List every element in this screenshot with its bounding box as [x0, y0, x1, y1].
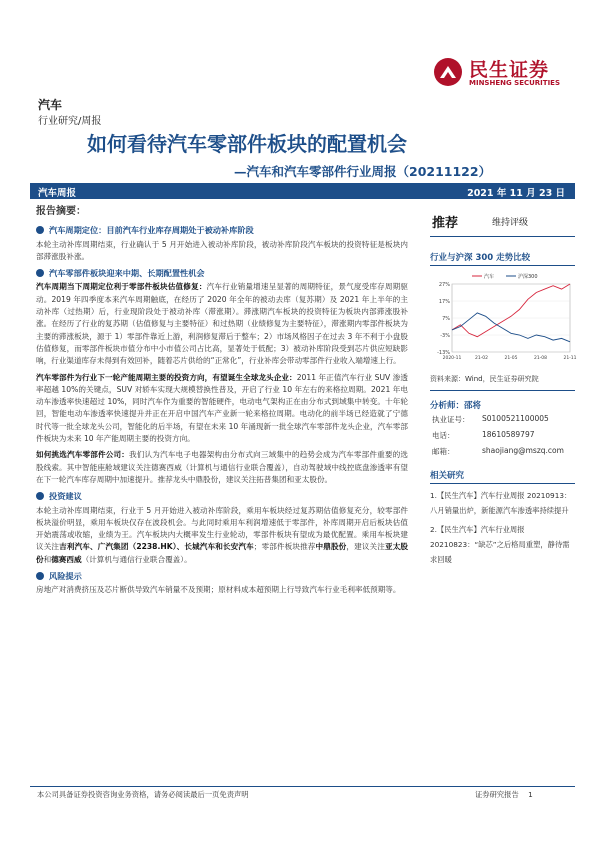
section-heading [36, 224, 408, 236]
paragraph-body: ，建议关注 [346, 542, 385, 552]
section-title: 风险提示 [49, 571, 82, 582]
analyst-name: 分析师：邵将 [430, 401, 482, 411]
paragraph-lead: 汽车周期当下周期定位利于零部件板块估值修复： [36, 282, 207, 292]
stock-name: 中鼎股份 [315, 542, 347, 552]
rating-status: 维持评级 [492, 218, 529, 228]
stock-name: 亚太股份 [36, 542, 409, 564]
paragraph: 本轮主动补库周期结束，行业确认于 5 月开始进入被动补库阶段，被动补库阶段汽车板块的投资特征是板块内部滞涨股补涨。 [36, 239, 408, 261]
header-bar [30, 183, 575, 199]
y-tick-label: -3% [440, 333, 450, 339]
trend-chart-svg [430, 268, 575, 368]
paragraph-body: （计算机与通信行业联合覆盖）。 [81, 554, 192, 564]
section-title: 投资建议 [49, 491, 82, 502]
field-label: 执业证号： [432, 415, 470, 424]
paragraph-body: 本轮主动补库周期结束，行业于 5 月开始进入被动补库阶段，乘用车板块经过复苏期估值修复充分，较零部件板块溢价明显，乘用车板块仅存在波段机会。与此同时乘用车利润增速低于零部件，补库周期开启后板块估值开始震荡或收缩，业绩为王。汽车板块内大概率发生行业轮动，零部件板块有望成为最优配置。乘用车板块建议关注 [36, 505, 408, 552]
report-type-footer: 证券研究报告 [475, 790, 519, 799]
y-tick-label: -13% [437, 350, 450, 356]
summary-column [36, 206, 408, 601]
y-tick-label: 27% [438, 282, 450, 288]
chart-source: 资料来源：Wind，民生证券研究院 [430, 374, 575, 391]
analyst-phone [430, 427, 575, 443]
rating: 推荐 [432, 216, 459, 231]
stock-name: 德赛西威 [51, 554, 82, 564]
x-tick-label: 21-08 [533, 356, 548, 361]
email-link[interactable]: shaojiang@mszq.com [482, 446, 564, 455]
field-label: 电话： [432, 431, 455, 440]
bullet-icon [36, 269, 44, 277]
company-list: 吉利汽车、广汽集团（2238.HK）、长城汽车和长安汽车 [59, 542, 254, 552]
footer-divider [30, 786, 575, 787]
page-number: 1 [528, 790, 533, 799]
analyst-email[interactable] [430, 443, 575, 459]
report-category: 行业研究/周报 [38, 116, 102, 127]
paragraph-body: 汽车行业销量增速呈显著的周期特征，景气度受库存周期驱动。2019 年四季度本来汽车周期触底，在经历了 2020 年全年的被动去库（复苏期）及 2021 年上半年的主动补库（过热期）后，行业现阶段处于被动补库（滞涨期）。滞涨期汽车板块的投资特征为板块内部滞涨股补涨。在经历了行业的复苏期（估值修复与主要特征）和过热期（业绩修复为主要特征），滞涨期内零部件板块为主要的滞涨板块，源于 1）零部件靠近上游，利润修复滞后于整车；2）市场风格因子在过去 3 年不利于小盘股估值修复，而零部件板块市值分布中小市值公司占比高，显著处于低配；3）被动补库阶段受到芯片供应短缺影响，行业渠道库存未得到有效回补，随着芯片供给的“正常化”，行业补库会带动零部件行业收入端增速上行。 [36, 282, 409, 366]
section-heading [36, 570, 408, 582]
trend-chart [430, 268, 575, 368]
bullet-icon [36, 226, 44, 234]
paragraph-body: ；零部件板块推荐 [253, 542, 316, 552]
bullet-icon [36, 492, 44, 500]
section-title: 汽车零部件板块迎来中期、长期配置性机会 [49, 268, 205, 279]
series-line-auto [452, 284, 570, 337]
section-heading [36, 490, 408, 502]
legend-label: 沪深300 [518, 274, 538, 280]
y-tick-label: 17% [438, 299, 450, 305]
report-date: 2021 年 11 月 23 日 [467, 188, 565, 199]
related-research-title: 相关研究 [430, 469, 575, 484]
paragraph [36, 505, 408, 566]
company-logo [433, 55, 573, 95]
field-label: 邮箱： [432, 447, 455, 456]
related-research-item[interactable]: 1.【民生汽车】汽车行业周报 20210913：八月销量出炉，新能源汽车渗透率持续提升 [430, 491, 572, 515]
paragraph [36, 281, 408, 367]
x-tick-label: 2020-11 [442, 356, 462, 361]
field-value: S0100521100005 [482, 414, 549, 423]
analyst-cert [430, 411, 575, 427]
industry-label: 汽车 [38, 98, 63, 112]
legend-label: 汽车 [484, 274, 495, 280]
y-tick-label: 7% [442, 316, 450, 322]
x-tick-label: 21-02 [474, 356, 489, 361]
report-type: 汽车周报 [38, 188, 77, 199]
series-line-hs300 [452, 313, 570, 342]
sidebar [430, 212, 575, 567]
field-value: 18610589797 [482, 430, 535, 439]
disclaimer-note: 本公司具备证券投资咨询业务资格，请务必阅读最后一页免责声明 [37, 790, 249, 799]
paragraph-body: 和 [43, 554, 52, 564]
rating-box [430, 212, 575, 237]
section-title: 汽车周期定位：目前汽车行业库存周期处于被动补库阶段 [49, 225, 254, 236]
footer-right [475, 790, 533, 800]
paragraph-lead: 如何挑选汽车零部件公司： [36, 450, 130, 460]
related-research-item[interactable]: 2.【民生汽车】汽车行业周报 20210823：“缺芯”之后格局重塑，静待需求回暖 [430, 525, 570, 564]
logo-name-cn: 民生证券 [469, 59, 550, 81]
logo-name-en: MINSHENG SECURITIES [469, 79, 560, 87]
chart-title: 行业与沪深 300 走势比较 [430, 251, 575, 266]
summary-heading: 报告摘要： [36, 206, 86, 217]
paragraph-body: 我们认为汽车电子电器架构由分布式向三域集中的趋势会成为汽车零部件重要的选股线索。其中智能座舱域建议关注德赛西威（计算机与通信行业联合覆盖），自动驾驶域中线控底盘渗透率有望在下一轮汽车库存周期中加速提升。推荐龙头中鼎股份，建议关注拓普集团和亚太股份。 [36, 450, 409, 484]
section-heading [36, 267, 408, 279]
x-tick-label: 21-05 [504, 356, 518, 361]
paragraph-lead: 汽车零部件为行业下一轮产能周期主要的投资方向，有望诞生全球龙头企业： [36, 372, 297, 382]
logo-mark-icon [433, 57, 463, 87]
x-tick-label: 21-11 [563, 356, 577, 361]
report-subtitle: —汽车和汽车零部件行业周报（20211122） [234, 164, 492, 179]
paragraph-body: 2011 年正值汽车行业 SUV 渗透率超越 10%的关键点，SUV 对轿车实现大规模替换性普及，开启了行业 10 年左右的来格拉周期。2021 年电动车渗透率快速超过 10%，同时汽车作为重要的智能硬件，电动电气架构正在由分布式到域集中转变。十年轮回，智能电动车渗透率快速提升并正在开启中国汽车产业新一轮来格拉周期。电动化的前半场已经造就了宁德时代等一批全球龙头公司，智能化的后半场，有望在未来 10 年涌现新一批全球汽车零部件龙头企业，汽车零部件板块为未来 10 年产能周期主要的投资方向。 [36, 372, 408, 444]
bullet-icon [36, 572, 44, 580]
report-title: 如何看待汽车零部件板块的配置机会 [87, 132, 407, 156]
paragraph: 房地产对消费挤压及芯片断供导致汽车销量不及预期；原材料成本超预期上行导致汽车行业毛利率低预期等。 [36, 585, 401, 595]
paragraph [36, 449, 408, 486]
paragraph [36, 372, 408, 446]
